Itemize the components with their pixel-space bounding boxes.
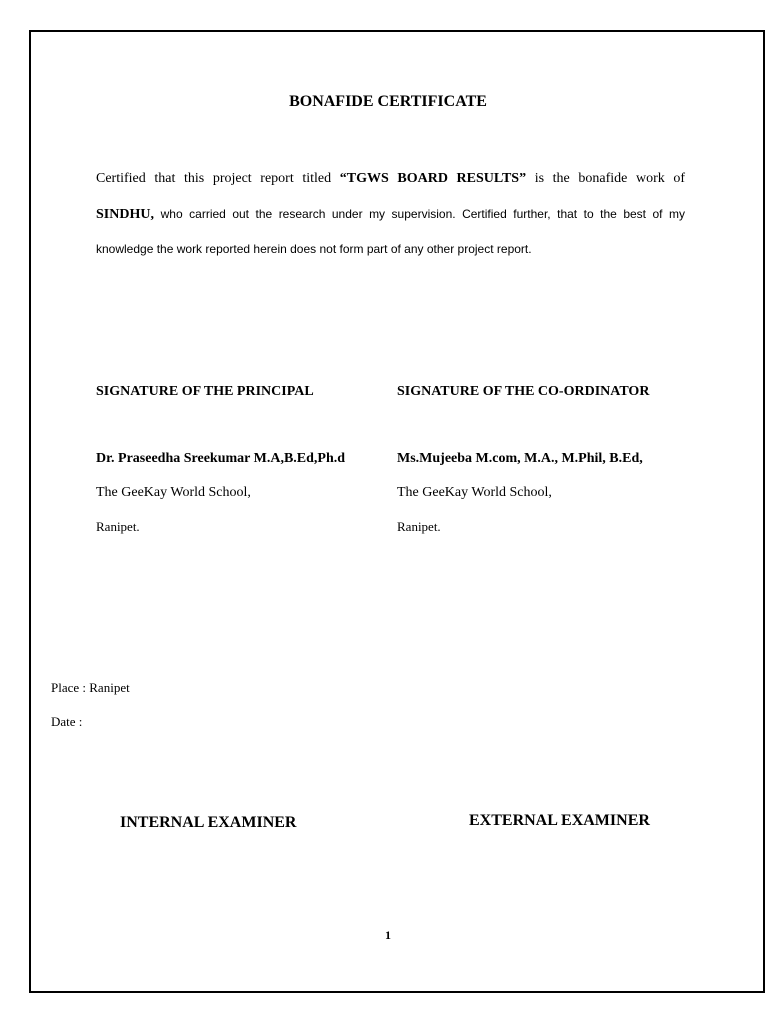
place-field: Place : Ranipet (51, 680, 130, 695)
principal-name: Dr. Praseedha Sreekumar M.A,B.Ed,Ph.d (96, 451, 346, 466)
certificate-title: BONAFIDE CERTIFICATE (289, 93, 487, 110)
paragraph-line-1 (96, 170, 685, 188)
paragraph-intro: Certified that this project report titled (96, 171, 332, 186)
coordinator-signature-heading: SIGNATURE OF THE CO-ORDINATOR (397, 384, 650, 399)
paragraph-line-3: knowledge the work reported herein does not form part of any other project report. (96, 242, 532, 256)
project-title: “TGWS BOARD RESULTS” (339, 171, 527, 186)
coordinator-name: Ms.Mujeeba M.com, M.A., M.Phil, B.Ed, (397, 451, 643, 466)
page-number: 1 (385, 928, 391, 942)
paragraph-line-2 (96, 205, 685, 224)
paragraph-body: who carried out the research under my supervision. Certified further, that to the best of my (160, 207, 686, 221)
coordinator-city: Ranipet. (397, 519, 441, 534)
date-field: Date : (51, 714, 83, 729)
internal-examiner-label: INTERNAL EXAMINER (120, 814, 297, 831)
student-name: SINDHU, (96, 207, 154, 222)
principal-city: Ranipet. (96, 519, 140, 534)
principal-school: The GeeKay World School, (96, 485, 251, 500)
paragraph-intro-end: is the bonafide work of (534, 171, 686, 186)
external-examiner-label: EXTERNAL EXAMINER (469, 812, 650, 829)
principal-signature-heading: SIGNATURE OF THE PRINCIPAL (96, 384, 314, 399)
coordinator-school: The GeeKay World School, (397, 485, 552, 500)
